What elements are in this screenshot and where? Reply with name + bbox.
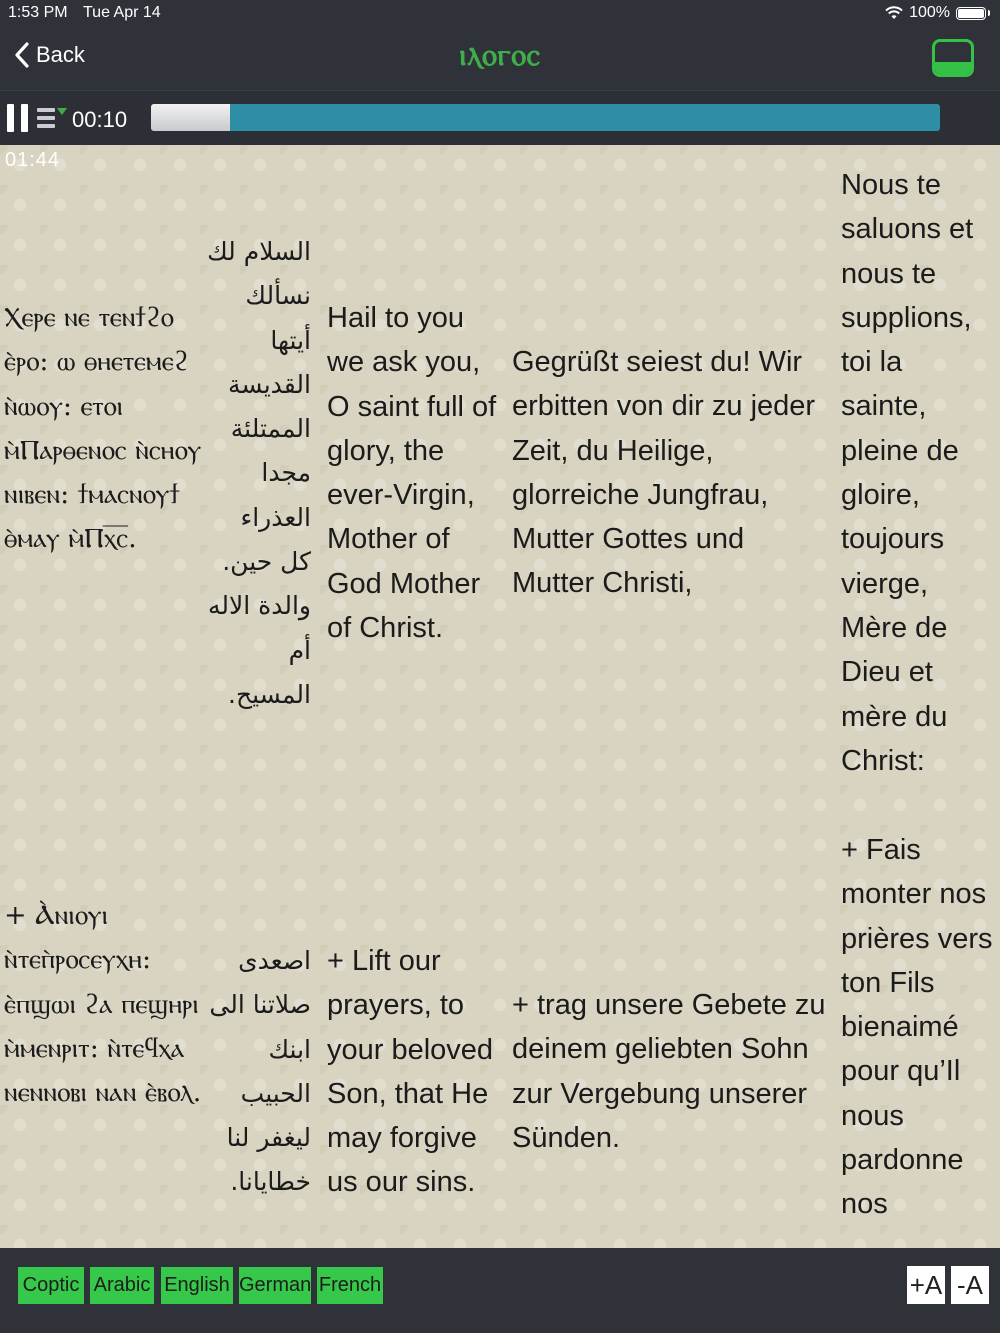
status-time: 1:53 PM (8, 4, 68, 21)
language-coptic-button[interactable]: Coptic (18, 1267, 84, 1304)
total-duration: 01:44 (5, 149, 61, 171)
playlist-line (37, 108, 55, 112)
font-increase-button[interactable]: +A (907, 1266, 945, 1304)
language-bar (0, 1248, 1000, 1333)
language-french-button[interactable]: French (317, 1267, 383, 1304)
battery-percent: 100% (909, 4, 950, 21)
battery-icon (956, 7, 986, 20)
nav-bar (0, 28, 1000, 90)
playlist-line (37, 124, 55, 128)
status-date: Tue Apr 14 (83, 4, 161, 21)
playlist-icon[interactable] (37, 105, 67, 131)
verse-german: Gegrüßt seiest du! Wir erbitten von dir zu jeder Zeit, du Heilige, glorreiche Jungfrau, Mutter Gottes und Mutter Christi, (512, 346, 816, 600)
wifi-icon (885, 6, 903, 20)
verse-german: + trag unsere Gebete zu deinem geliebten Sohn zur Vergebung unserer Sünden. (512, 989, 826, 1154)
status-bar (0, 0, 1000, 28)
audio-player (0, 90, 1000, 145)
verse-coptic: Ⲭⲉⲣⲉ ⲛⲉ ⲧⲉⲛϯϩⲟ ⲉ̀ⲣⲟ: ⲱ ⲑⲏⲉⲧⲉⲙⲉϩ ⲛ̀ⲱⲟⲩ: ⲉⲧⲟⲓ ⲙ̀Ⲡⲁⲣⲑⲉⲛⲟⲥ ⲛ̀ⲥⲏⲟⲩ ⲛⲓⲃⲉⲛ: ϯⲙⲁⲥⲛⲟⲩϯ ⲑ̀ⲙⲁⲩ ⲙ̀Ⲡⲭ̅ⲥ̅. (4, 302, 202, 555)
dropdown-triangle-icon (57, 108, 67, 115)
pause-icon[interactable] (7, 104, 29, 132)
verse-coptic: + Ⲁ̀ⲛⲓⲟⲩⲓ ⲛ̀ⲧⲉⲡ̀ⲣⲟⲥⲉⲩⲭⲏ: ⲉ̀ⲡϣⲱⲓ ϩⲁ ⲡⲉϣⲏⲣⲓ ⲙ̀ⲙⲉⲛⲣⲓⲧ: ⲛ̀ⲧⲉϥⲭⲁ ⲛⲉⲛⲛⲟⲃⲓ ⲛⲁⲛ ⲉ̀ⲃⲟⲗ. (4, 900, 202, 1109)
layout-toggle-button[interactable] (932, 39, 974, 77)
font-decrease-button[interactable]: -A (951, 1266, 989, 1304)
layout-icon-fill (935, 62, 971, 74)
verse-french: Nous te saluons et nous te supplions, toi la sainte, pleine de gloire, toujours vierge, Mère de Dieu et mère du Christ: (841, 169, 974, 777)
verse-english: Hail to you we ask you, O saint full of glory, the ever-Virgin, Mother of God Mother of Christ. (327, 302, 497, 645)
battery-tip (988, 10, 990, 16)
language-arabic-button[interactable]: Arabic (90, 1267, 154, 1304)
text-content (0, 145, 1000, 1248)
progress-fill (151, 104, 230, 131)
elapsed-time: 00:10 (72, 107, 128, 132)
back-label: Back (36, 42, 85, 67)
language-german-button[interactable]: German (239, 1267, 311, 1304)
pause-bar-left (7, 104, 14, 132)
verse-french: + Fais monter nos prières vers ton Fils bienaimé pour qu’Il nous pardonne nos (841, 834, 993, 1221)
verse-arabic: السلام لك نسألك أيتها القديسة الممتلئة مجدا العذراء كل حين. والدة الاله أم المسيح. (207, 237, 311, 709)
language-english-button[interactable]: English (161, 1267, 233, 1304)
playlist-line (37, 116, 55, 120)
status-right (885, 4, 990, 22)
app-title: ⲓⲗⲟⲅⲟⲥ (459, 38, 541, 73)
pause-bar-right (21, 104, 28, 132)
verse-arabic: اصعدى صلاتنا الى ابنك الحبيب ليغفر لنا خطايانا. (209, 946, 311, 1197)
verse-english: + Lift our prayers, to your beloved Son, that He may forgive us our sins. (327, 945, 494, 1199)
progress-bar[interactable] (151, 104, 940, 131)
